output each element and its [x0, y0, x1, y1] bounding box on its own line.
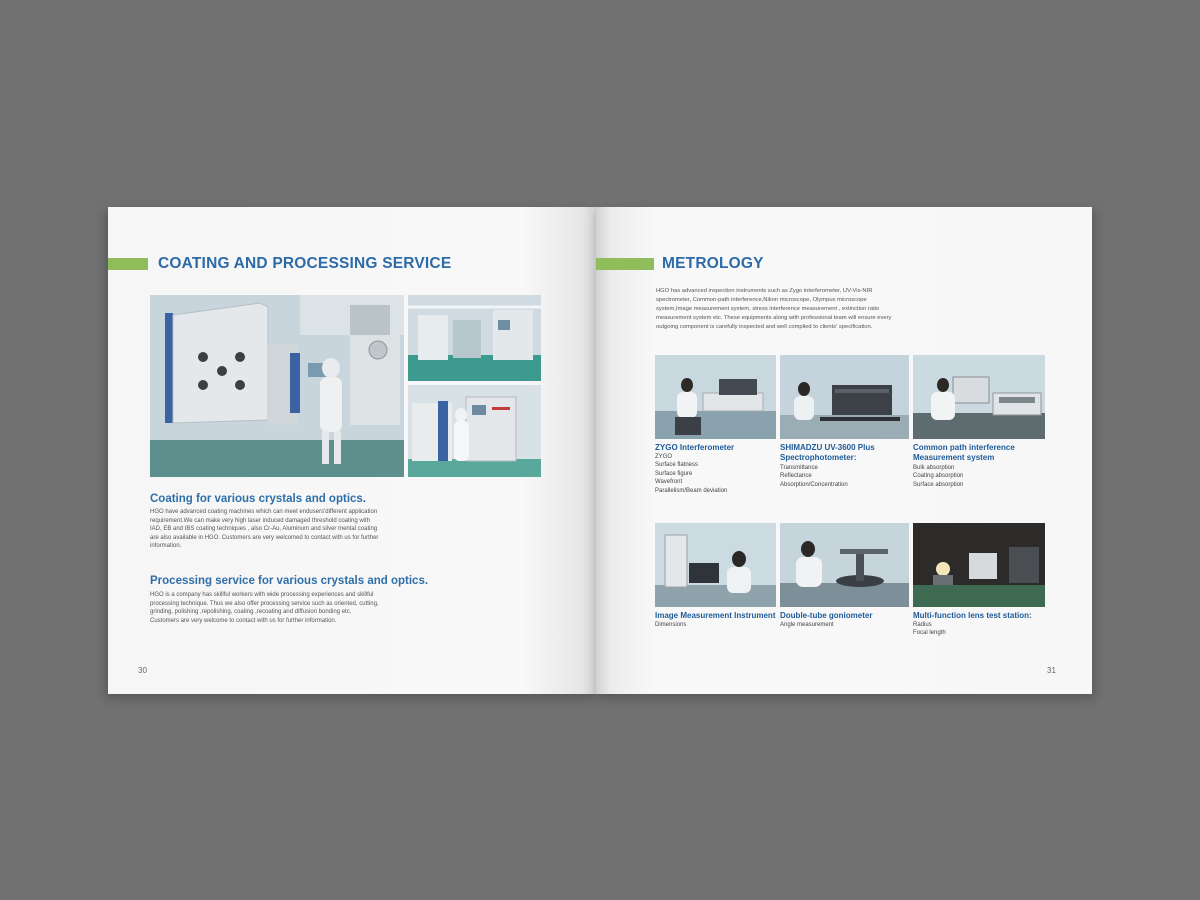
instrument-features [913, 464, 963, 489]
zygo-interferometer-photo [655, 355, 776, 439]
brochure-page-left [108, 207, 596, 694]
intro-line: system,Image measurement system, stress interference measurement , extinction ratio [656, 306, 880, 313]
intro-line: spectrometer, Common-path interference,Nikon microscope, Olympus microscope [656, 297, 867, 304]
metrology-intro [656, 287, 956, 332]
processing-line: processing technique. Thus we also offer processing service such as oriented, cutting, [150, 600, 379, 607]
feature-item: Wavefront [655, 479, 683, 486]
instrument-title [913, 443, 1015, 463]
coating-line: requirement.We can make very high laser induced damaged threshold coating with [150, 517, 371, 524]
instrument-features [913, 621, 946, 638]
common-path-photo [913, 355, 1045, 439]
feature-item: Angle measurement [780, 622, 834, 628]
feature-item: Focal length [913, 630, 946, 637]
feature-item: Bulk absorption [913, 465, 955, 471]
intro-line: outgoing component is carefully inspected and well complied to clients' specification. [656, 324, 873, 331]
coating-heading: Coating for various crystals and optics. [150, 493, 366, 505]
instrument-title-line: Image Measurement Instrument [655, 611, 776, 620]
page-number: 30 [138, 666, 147, 675]
brochure-page-right [596, 207, 1092, 694]
feature-item: Surface absorption [913, 481, 964, 488]
processing-paragraph [150, 591, 410, 625]
instrument-features [780, 621, 834, 629]
instrument-title [655, 443, 734, 453]
section-title-coating: COATING AND PROCESSING SERVICE [158, 255, 452, 272]
instrument-features [655, 453, 727, 495]
instrument-title-line: Multi-function lens test station: [913, 611, 1032, 620]
instrument-title-line: Common path interference [913, 443, 1015, 452]
instrument-title [780, 443, 875, 463]
instrument-title [655, 611, 775, 621]
section-title-metrology: METROLOGY [662, 255, 764, 272]
coating-line: information. [150, 543, 182, 550]
coating-paragraph [150, 508, 410, 551]
instrument-title [913, 611, 1032, 621]
instrument-title [780, 611, 872, 621]
instrument-features [780, 464, 848, 489]
goniometer-photo [780, 523, 909, 607]
feature-item: Coating absorption [913, 473, 964, 480]
image-measurement-photo [655, 523, 776, 607]
processing-line: HGO is a company has skillful workers with wide processing experiences and skillful [150, 592, 374, 598]
lens-test-station-photo [913, 523, 1045, 607]
feature-item: ZYGO [655, 454, 673, 460]
page-number: 31 [1047, 666, 1056, 675]
section-accent-bar [596, 258, 654, 270]
feature-item: Absorption/Concentration [780, 481, 848, 488]
coating-operator-photo [408, 385, 541, 477]
processing-line: grinding, polishing ,repolishing, coating ,recoating and diffusion bonding etc. [150, 609, 352, 616]
feature-item: Reflectance [780, 473, 812, 480]
instrument-title-line: ZYGO Interferometer [655, 443, 735, 452]
coating-line: HGO have advanced coating machines which can meet endusers'different application [150, 509, 378, 515]
feature-item: Radius [913, 622, 932, 628]
instrument-title-line: SHIMADZU UV-3600 Plus [780, 443, 875, 452]
processing-line: Customers are very welcome to contact with us for further information. [150, 617, 337, 624]
feature-item: Transmittance [780, 465, 818, 471]
feature-item: Surface figure [655, 470, 693, 477]
coating-line: are also available in HGO. Customers are very welcomed to contact with us for further [150, 534, 379, 541]
intro-line: HGO has advanced inspection instruments such as Zygo interferometer, UV-Vis-NIR [656, 288, 873, 294]
instrument-features [655, 621, 686, 629]
spectrophotometer-photo [780, 355, 909, 439]
coating-machine-photo [150, 295, 404, 477]
feature-item: Surface flatness [655, 462, 699, 469]
cleanroom-corridor-photo [408, 295, 541, 381]
instrument-title-line: Double-tube goniometer [780, 611, 873, 620]
processing-heading: Processing service for various crystals and optics. [150, 575, 429, 587]
intro-line: measurement system etc. These equipments along with professional team will ensure every [656, 315, 892, 322]
feature-item: Dimensions [655, 622, 687, 628]
feature-item: Parallelism/Beam deviation [655, 487, 728, 494]
instrument-title-line: Spectrophotometer: [780, 453, 857, 462]
instrument-title-line: Measurement system [913, 453, 995, 462]
section-accent-bar [108, 258, 148, 270]
coating-line: IAD, EB and IBS coating techniques , also Cr-Au, Aluminum and silver mental coating [150, 526, 378, 533]
